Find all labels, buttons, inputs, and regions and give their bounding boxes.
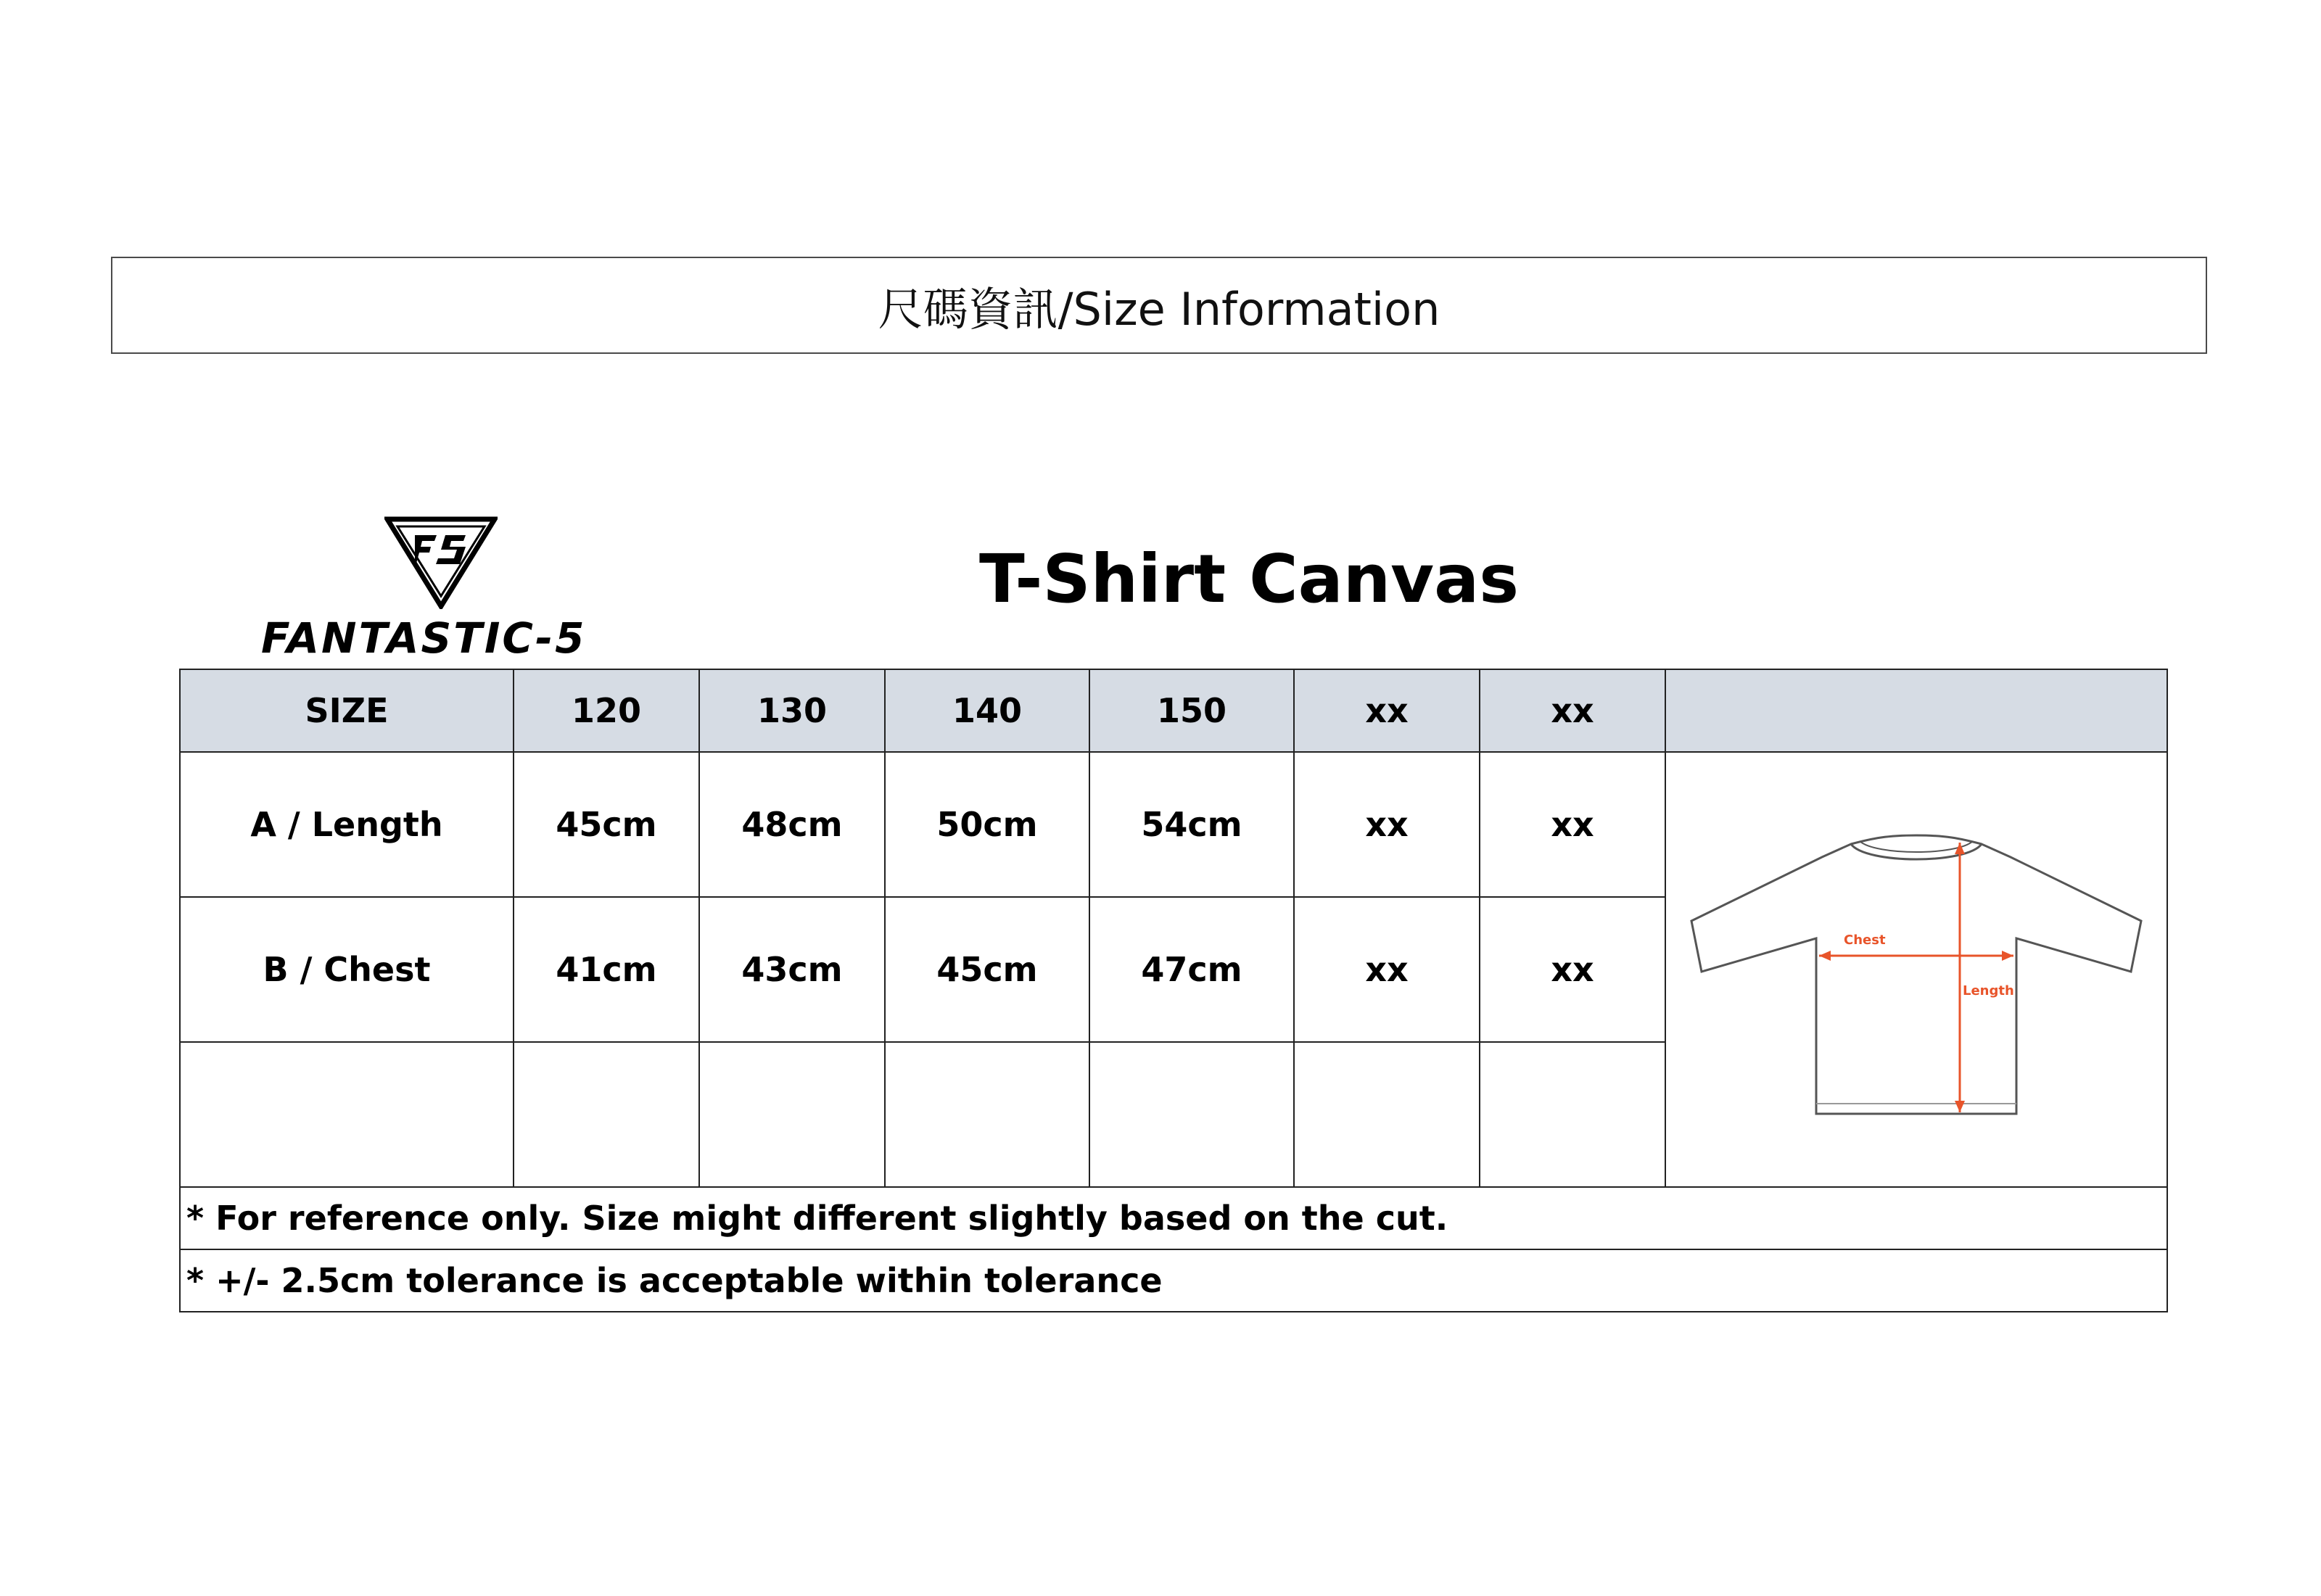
table-cell: 41cm [514, 897, 699, 1042]
table-cell [699, 1042, 885, 1187]
table-cell [1089, 1042, 1294, 1187]
table-cell: 43cm [699, 897, 885, 1042]
header-cell: 130 [699, 669, 885, 752]
chest-label: Chest [1844, 932, 1886, 948]
table-cell: 45cm [514, 752, 699, 897]
size-info-header [111, 257, 2207, 354]
size-table [179, 669, 2168, 1312]
tshirt-diagram [1670, 814, 2163, 1118]
row-label: A / Length [180, 752, 514, 897]
table-cell: 45cm [885, 897, 1089, 1042]
table-cell: 47cm [1089, 897, 1294, 1042]
row-label: B / Chest [180, 897, 514, 1042]
header-cell: xx [1294, 669, 1480, 752]
size-info-title: 尺碼資訊/Size Information [878, 282, 1440, 336]
table-cell: 54cm [1089, 752, 1294, 897]
table-cell [514, 1042, 699, 1187]
table-cell: xx [1480, 752, 1665, 897]
table-row [180, 752, 2167, 897]
table-cell: 48cm [699, 752, 885, 897]
table-cell [885, 1042, 1089, 1187]
table-note-row [180, 1187, 2167, 1249]
tolerance-note: * +/- 2.5cm tolerance is acceptable within tolerance [180, 1249, 2167, 1312]
table-cell: xx [1294, 897, 1480, 1042]
table-header-row [180, 669, 2167, 752]
tshirt-diagram-cell [1665, 752, 2167, 1187]
table-cell [1294, 1042, 1480, 1187]
row-label [180, 1042, 514, 1187]
brand-logo [261, 512, 624, 664]
reference-note: * For reference only. Size might different slightly based on the cut. [180, 1187, 2167, 1249]
header-cell: 120 [514, 669, 699, 752]
header-cell: 140 [885, 669, 1089, 752]
header-cell: SIZE [180, 669, 514, 752]
table-cell: 50cm [885, 752, 1089, 897]
table-cell: xx [1294, 752, 1480, 897]
table-cell: xx [1480, 897, 1665, 1042]
table-note-row [180, 1249, 2167, 1312]
table-cell [1480, 1042, 1665, 1187]
header-cell-empty [1665, 669, 2167, 752]
document-title: T-Shirt Canvas [979, 540, 1519, 618]
header-cell: 150 [1089, 669, 1294, 752]
header-cell: xx [1480, 669, 1665, 752]
brand-wordmark: FANTASTIC-5 [261, 613, 587, 663]
brand-emblem-icon [384, 516, 498, 609]
length-label: Length [1963, 983, 2014, 998]
